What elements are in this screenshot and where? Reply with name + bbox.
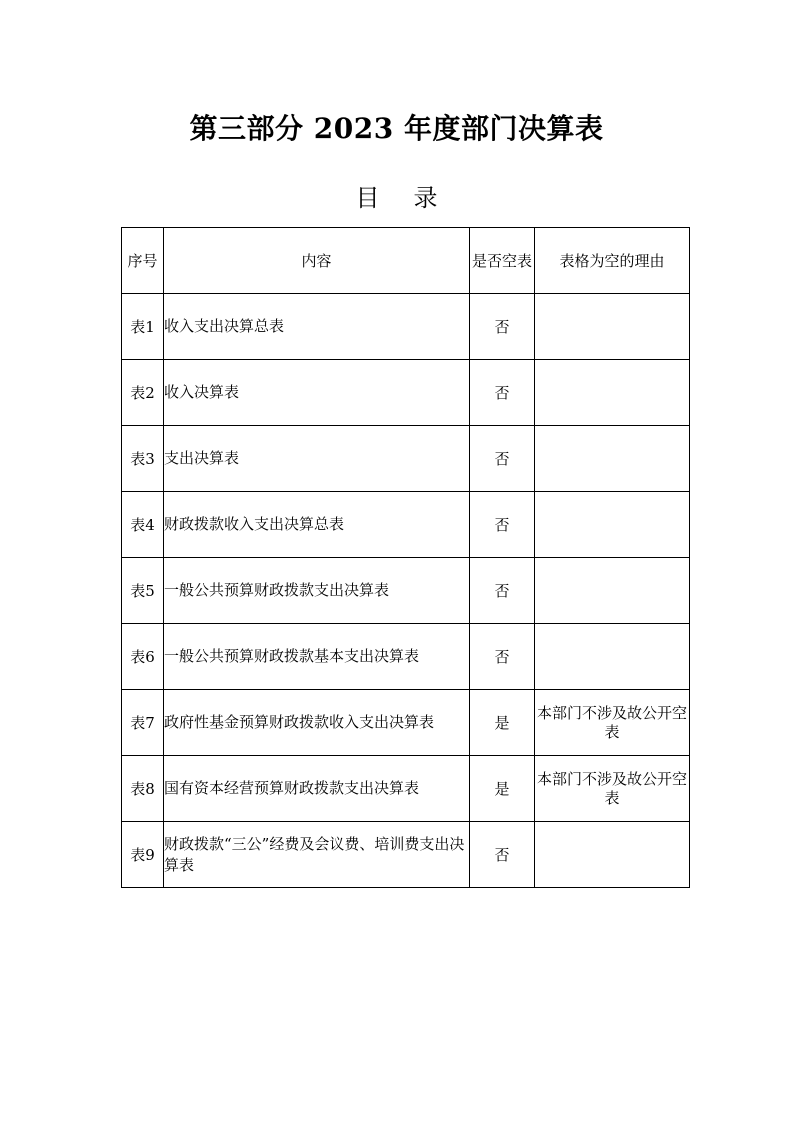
row-num: 表5	[122, 558, 164, 624]
row-reason	[535, 294, 690, 360]
header-reason: 表格为空的理由	[535, 228, 690, 294]
row-empty-flag: 是	[470, 756, 535, 822]
row-empty-flag: 否	[470, 426, 535, 492]
row-content: 一般公共预算财政拨款支出决算表	[164, 558, 470, 624]
row-empty-flag: 否	[470, 624, 535, 690]
table-row	[122, 756, 690, 822]
header-num: 序号	[122, 228, 164, 294]
row-empty-flag: 否	[470, 492, 535, 558]
row-num: 表8	[122, 756, 164, 822]
row-content: 收入支出决算总表	[164, 294, 470, 360]
row-content: 一般公共预算财政拨款基本支出决算表	[164, 624, 470, 690]
table-row	[122, 690, 690, 756]
row-reason	[535, 360, 690, 426]
row-num: 表3	[122, 426, 164, 492]
row-content: 支出决算表	[164, 426, 470, 492]
row-reason	[535, 558, 690, 624]
table-header-row	[122, 228, 690, 294]
table-row	[122, 624, 690, 690]
row-reason: 本部门不涉及故公开空表	[535, 756, 690, 822]
header-empty: 是否空表	[470, 228, 535, 294]
row-content: 财政拨款“三公”经费及会议费、培训费支出决算表	[164, 822, 470, 888]
row-empty-flag: 是	[470, 690, 535, 756]
row-num: 表7	[122, 690, 164, 756]
row-empty-flag: 否	[470, 822, 535, 888]
table-row	[122, 360, 690, 426]
row-content: 财政拨款收入支出决算总表	[164, 492, 470, 558]
row-empty-flag: 否	[470, 558, 535, 624]
row-num: 表6	[122, 624, 164, 690]
row-reason	[535, 426, 690, 492]
row-empty-flag: 否	[470, 360, 535, 426]
row-num: 表9	[122, 822, 164, 888]
row-reason: 本部门不涉及故公开空表	[535, 690, 690, 756]
row-reason	[535, 492, 690, 558]
table-row	[122, 294, 690, 360]
row-num: 表4	[122, 492, 164, 558]
table-row	[122, 558, 690, 624]
table-row	[122, 492, 690, 558]
table-row	[122, 822, 690, 888]
row-empty-flag: 否	[470, 294, 535, 360]
row-reason	[535, 822, 690, 888]
toc-table	[121, 227, 690, 888]
row-content: 收入决算表	[164, 360, 470, 426]
header-content: 内容	[164, 228, 470, 294]
table-row	[122, 426, 690, 492]
row-num: 表1	[122, 294, 164, 360]
toc-heading: 目录	[355, 184, 472, 212]
row-reason	[535, 624, 690, 690]
row-content: 国有资本经营预算财政拨款支出决算表	[164, 756, 470, 822]
row-num: 表2	[122, 360, 164, 426]
row-content: 政府性基金预算财政拨款收入支出决算表	[164, 690, 470, 756]
page-title: 第三部分 2023 年度部门决算表	[189, 112, 604, 145]
